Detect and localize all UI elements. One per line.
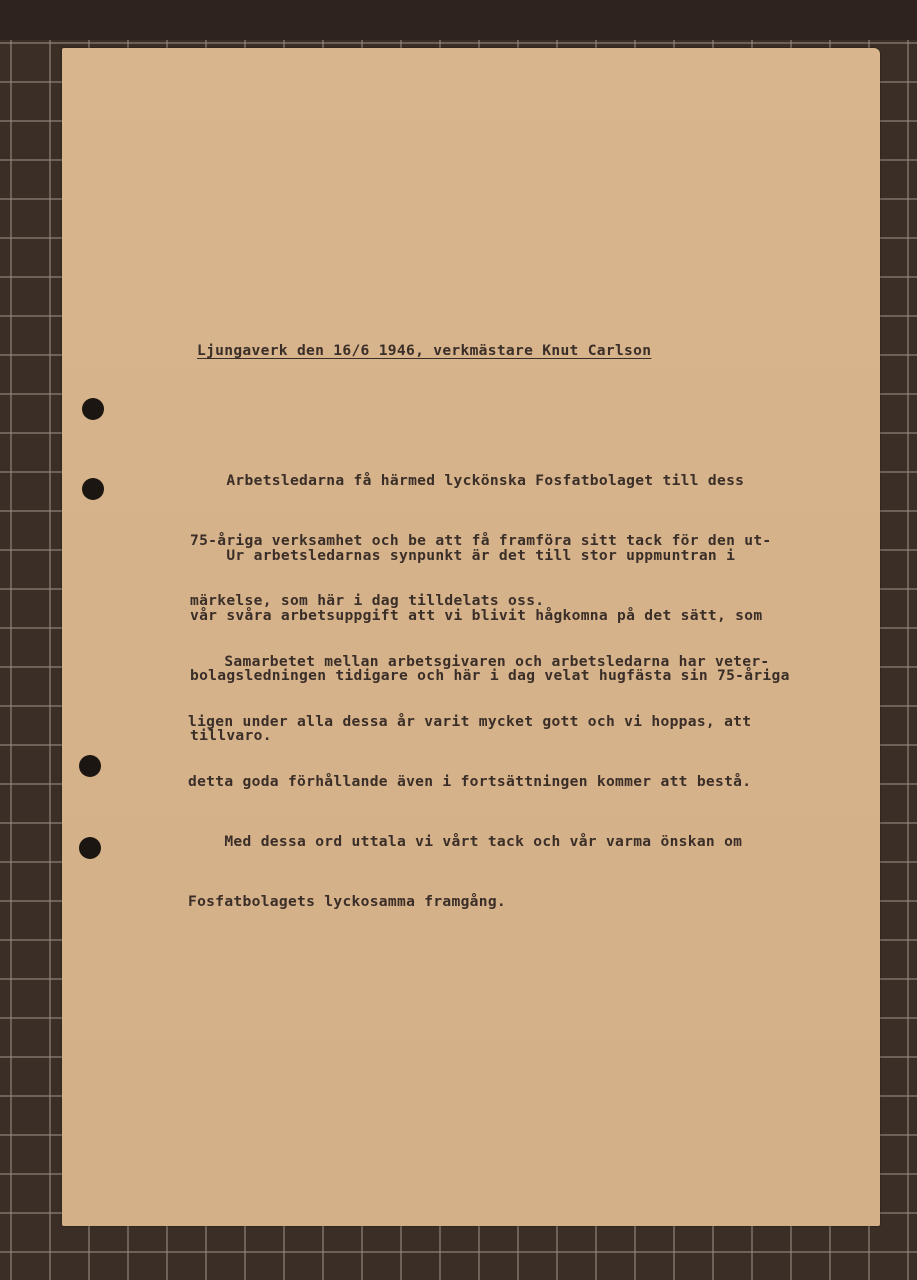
text-line: Ur arbetsledarnas synpunkt är det till stor uppmuntran i [190,547,736,564]
punch-hole [82,478,104,500]
text-line: 75-åriga verksamhet och be att få framföra sitt tack för den ut- [190,532,772,549]
text-line: märkelse, som här i dag tilldelats oss. [190,592,545,609]
text-line: detta goda förhållande även i fortsättningen kommer att bestå. [188,773,752,790]
punch-hole [79,755,101,777]
text-line: Samarbetet mellan arbetsgivaren och arbetsledarna har veter- [188,653,770,670]
text-line: Fosfatbolagets lyckosamma framgång. [188,893,507,910]
punch-hole [82,398,104,420]
text-line: bolagsledningen tidigare och här i dag velat hugfästa sin 75-åriga [190,667,790,684]
text-line: ligen under alla dessa år varit mycket gott och vi hoppas, att [188,713,752,730]
paragraph-3 [188,615,770,949]
text-line: vår svåra arbetsuppgift att vi blivit hågkomna på det sätt, som [190,607,763,624]
document-heading: Ljungaverk den 16/6 1946, verkmästare Knut Carlson [197,342,652,359]
text-line: Arbetsledarna få härmed lyckönska Fosfatbolaget till dess [190,472,745,489]
paper-sheet [62,48,880,1226]
text-line: Med dessa ord uttala vi vårt tack och vår varma önskan om [188,833,743,850]
punch-hole [79,837,101,859]
dark-background-top [0,0,917,40]
text-line: tillvaro. [190,727,272,744]
